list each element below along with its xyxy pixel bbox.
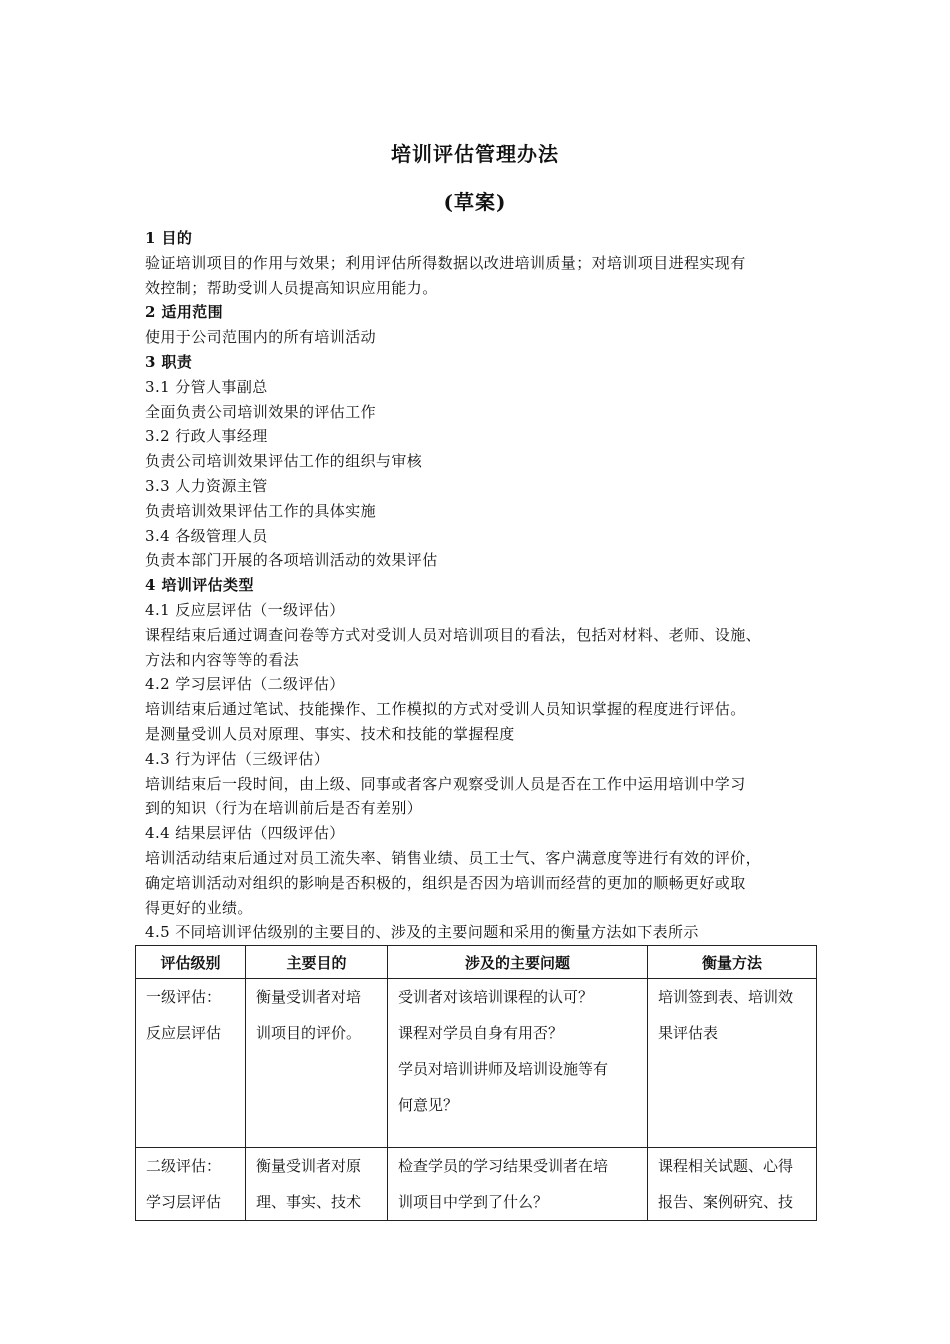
body-text-line: 效控制；帮助受训人员提高知识应用能力。 bbox=[145, 278, 438, 297]
cell-text: 衡量受训者对原 bbox=[256, 1157, 362, 1175]
cell-text: 训项目的评价。 bbox=[256, 1024, 362, 1042]
cell-method bbox=[648, 1148, 817, 1221]
header-level: 评估级别 bbox=[136, 946, 246, 979]
body-text-line: 3.2 行政人事经理 bbox=[145, 427, 268, 446]
cell-text: 学习层评估 bbox=[146, 1193, 222, 1211]
body-text-line: 负责公司培训效果评估工作的组织与审核 bbox=[145, 452, 423, 471]
header-issues: 涉及的主要问题 bbox=[388, 946, 648, 979]
cell-text: 培训签到表、培训效 bbox=[658, 988, 794, 1006]
evaluation-table bbox=[135, 945, 817, 1221]
body-text-line: 得更好的业绩。 bbox=[145, 898, 253, 917]
body-text-line: 3.1 分管人事副总 bbox=[145, 377, 268, 396]
body-text-line: 是测量受训人员对原理、事实、技术和技能的掌握程度 bbox=[145, 724, 515, 743]
doc-title: 培训评估管理办法 bbox=[391, 142, 559, 166]
header-purpose: 主要目的 bbox=[246, 946, 388, 979]
body-text-line: 3.4 各级管理人员 bbox=[145, 526, 268, 545]
body-text-line: 培训结束后一段时间，由上级、同事或者客户观察受训人员是否在工作中运用培训中学习 bbox=[145, 774, 746, 793]
cell-text: 学员对培训讲师及培训设施等有 bbox=[398, 1060, 609, 1078]
doc-subtitle: (草案) bbox=[443, 190, 507, 214]
body-text-line: 方法和内容等等的看法 bbox=[145, 650, 300, 669]
body-text-line: 全面负责公司培训效果的评估工作 bbox=[145, 402, 377, 421]
cell-text: 检查学员的学习结果受训者在培 bbox=[398, 1157, 609, 1175]
body-text-line: 培训结束后通过笔试、技能操作、工作模拟的方式对受训人员知识掌握的程度进行评估。 bbox=[145, 700, 746, 719]
cell-issues bbox=[388, 979, 648, 1148]
section-heading: 1 目的 bbox=[145, 229, 193, 247]
body-text-line: 4.3 行为评估（三级评估） bbox=[145, 749, 330, 768]
body-text-line: 课程结束后通过调查问卷等方式对受训人员对培训项目的看法，包括对材料、老师、设施、 bbox=[145, 625, 762, 644]
cell-text: 报告、案例研究、技 bbox=[658, 1193, 794, 1211]
cell-text: 果评估表 bbox=[658, 1024, 719, 1042]
body-text-line: 验证培训项目的作用与效果；利用评估所得数据以改进培训质量；对培训项目进程实现有 bbox=[145, 253, 746, 272]
section-heading: 2 适用范围 bbox=[145, 303, 224, 322]
table-row bbox=[136, 979, 817, 1148]
cell-level bbox=[136, 979, 246, 1148]
cell-level bbox=[136, 1148, 246, 1221]
body-text-line: 4.2 学习层评估（二级评估） bbox=[145, 675, 345, 694]
cell-text: 二级评估： bbox=[146, 1157, 222, 1175]
cell-text: 何意见？ bbox=[398, 1096, 459, 1114]
cell-text: 一级评估： bbox=[146, 988, 222, 1006]
cell-text: 衡量受训者对培 bbox=[256, 988, 362, 1006]
cell-text: 受训者对该培训课程的认可？ bbox=[398, 988, 594, 1006]
cell-issues bbox=[388, 1148, 648, 1221]
cell-text: 理、事实、技术 bbox=[256, 1193, 362, 1211]
body-text-line: 确定培训活动对组织的影响是否积极的，组织是否因为培训而经营的更加的顺畅更好或取 bbox=[145, 873, 746, 892]
body-text-line: 4.5 不同培训评估级别的主要目的、涉及的主要问题和采用的衡量方法如下表所示 bbox=[145, 923, 699, 942]
body-text-line: 3.3 人力资源主管 bbox=[145, 476, 268, 495]
body-text-line: 4.1 反应层评估（一级评估） bbox=[145, 600, 345, 619]
body-text-line: 培训活动结束后通过对员工流失率、销售业绩、员工士气、客户满意度等进行有效的评价， bbox=[145, 848, 762, 867]
header-method: 衡量方法 bbox=[648, 946, 817, 979]
body-text-line: 负责本部门开展的各项培训活动的效果评估 bbox=[145, 551, 438, 570]
cell-text: 反应层评估 bbox=[146, 1024, 222, 1042]
body-text-line: 使用于公司范围内的所有培训活动 bbox=[145, 328, 377, 347]
cell-text: 课程对学员自身有用否？ bbox=[398, 1024, 564, 1042]
section-heading: 4 培训评估类型 bbox=[145, 576, 254, 595]
body-text-line: 4.4 结果层评估（四级评估） bbox=[145, 824, 345, 843]
table-header-row bbox=[136, 946, 817, 979]
cell-method bbox=[648, 979, 817, 1148]
table-row bbox=[136, 1148, 817, 1221]
body-text-line: 负责培训效果评估工作的具体实施 bbox=[145, 501, 377, 520]
cell-purpose bbox=[246, 979, 388, 1148]
cell-text: 训项目中学到了什么？ bbox=[398, 1193, 549, 1211]
section-heading: 3 职责 bbox=[145, 352, 193, 371]
cell-text: 课程相关试题、心得 bbox=[658, 1157, 794, 1175]
body-text-line: 到的知识（行为在培训前后是否有差别） bbox=[145, 799, 423, 818]
doc-body bbox=[145, 226, 825, 945]
cell-purpose bbox=[246, 1148, 388, 1221]
